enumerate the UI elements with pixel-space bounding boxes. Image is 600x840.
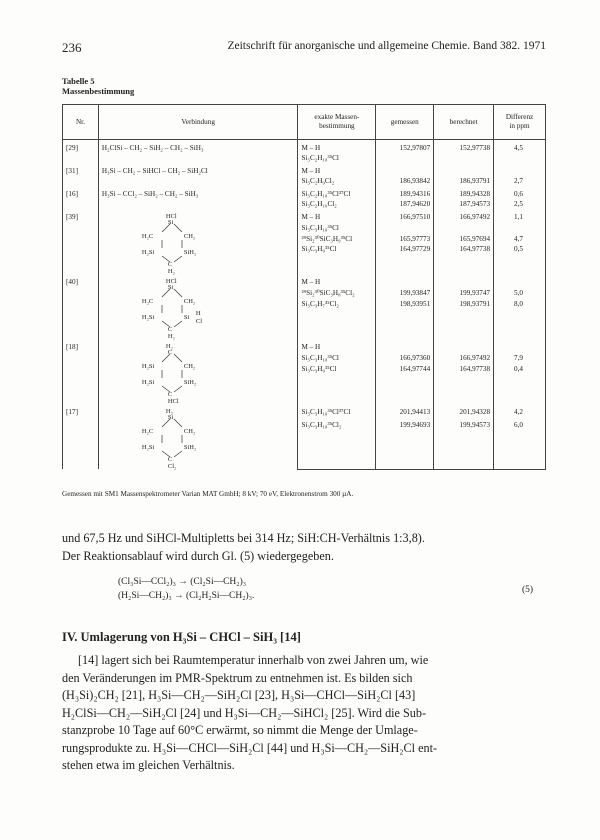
table-row [63, 209, 546, 223]
cell-exact-mass: Si₃C₂H₁₀³⁵Cl [298, 153, 376, 163]
table-row [63, 404, 546, 420]
paragraph-2-line: stehen etwa im gleichen Verhältnis. [62, 758, 235, 772]
cell-compound [98, 209, 298, 274]
ring-bottom-substituent: H₂ [167, 333, 175, 340]
cell-measured [376, 153, 434, 163]
cell-measured [376, 223, 434, 234]
cell-calculated: 187,94573 [434, 199, 494, 209]
ring-structure-s17 [140, 407, 220, 469]
ring-bonds [140, 212, 220, 274]
cell-nr: [31] [63, 163, 99, 186]
cell-nr: [40] [63, 274, 99, 339]
paragraph-2 [62, 652, 546, 775]
cell-calculated: 152,97738 [434, 140, 494, 154]
cell-calculated: 166,97492 [434, 209, 494, 223]
cell-calculated [434, 339, 494, 353]
ring-top-right-group: CH₂ [183, 298, 196, 305]
table-row [63, 274, 546, 288]
cell-measured: 199,94693 [376, 420, 434, 432]
col-header-difference: Differenz in ppm [494, 105, 546, 140]
cell-measured: 166,97360 [376, 353, 434, 364]
journal-running-head: Zeitschrift für anorganische und allgemeine Chemie. Band 382. 1971 [227, 40, 546, 52]
cell-measured: 165,97773 [376, 234, 434, 245]
ring-bottom-left-group: H₂Si [141, 444, 155, 451]
cell-compound [98, 339, 298, 404]
cell-exact-mass: M – H [298, 339, 376, 353]
paragraph-2-line: (H₃Si)₂CH₂ [21], H₃Si—CH₂—SiH₂Cl [23], H₃Si—CHCl—SiH₂Cl [43] [62, 688, 416, 702]
cell-difference: 7,9 [494, 353, 546, 364]
ring-top-atom: C [167, 349, 173, 356]
cell-nr: [39] [63, 209, 99, 274]
cell-measured: 199,93847 [376, 288, 434, 299]
cell-calculated: 198,93791 [434, 299, 494, 310]
ring-structure-s40 [140, 277, 220, 339]
cell-difference: 4,5 [494, 140, 546, 154]
cell-difference: 8,0 [494, 299, 546, 310]
ring-top-right-group: CH₂ [183, 363, 196, 370]
cell-difference: 0,5 [494, 244, 546, 255]
cell-difference [494, 274, 546, 288]
cell-exact-mass: Si₃C₃H₉³⁵Cl [298, 244, 376, 255]
bond-line [174, 321, 182, 327]
cell-measured: 164,97729 [376, 244, 434, 255]
cell-exact-mass: M – H [298, 274, 376, 288]
ring-bottom-left-group: H₂Si [141, 314, 155, 321]
cell-measured: 152,97807 [376, 140, 434, 154]
table-title: Massenbestimmung [62, 86, 135, 96]
cell-compound: H₃Si – CH₂ – SiHCl – CH₂ – SiH₂Cl [98, 163, 298, 186]
col-header-compound: Verbindung [98, 105, 298, 140]
cell-nr: [18] [63, 339, 99, 404]
cell-exact-mass: Si₃C₃H₇³⁵Cl₂ [298, 299, 376, 310]
cell-compound: H₃Si – CCl₂ – SiH₂ – CH₂ – SiH₃ [98, 186, 298, 209]
cell-exact-mass: Si₃C₃H₁₀³⁵Cl [298, 353, 376, 364]
cell-measured [376, 339, 434, 353]
paragraph-2-line: [14] lagert sich bei Raumtemperatur innerhalb von zwei Jahren um, wie [78, 653, 429, 667]
ring-top-right-group: CH₂ [183, 233, 196, 240]
cell-exact-mass: Si₃C₃H₁₀³⁵Cl³⁷Cl [298, 404, 376, 420]
cell-measured: 201,94413 [376, 404, 434, 420]
ring-bonds [140, 342, 220, 404]
ring-bottom-atom: C [167, 391, 173, 398]
paragraph-1-line-1: und 67,5 Hz und SiHCl-Multipletts bei 314 Hz; SiH:CH-Verhältnis 1:3,8). [62, 531, 425, 545]
cell-difference: 0,6 [494, 186, 546, 199]
ring-bottom-atom: C [167, 456, 173, 463]
cell-calculated: 189,94328 [434, 186, 494, 199]
bond-line [174, 419, 182, 427]
cell-calculated: 164,97738 [434, 364, 494, 375]
cell-measured: 186,93842 [376, 176, 434, 186]
paragraph-2-line: den Veränderungen im PMR-Spektrum zu entnehmen ist. Es bilden sich [62, 670, 413, 685]
ring-bottom-right-group: Si [183, 314, 190, 321]
cell-exact-mass: M – H [298, 163, 376, 176]
ring-bottom-right-group: SiH₂ [183, 249, 197, 256]
ring-bonds [140, 277, 220, 339]
cell-measured [376, 274, 434, 288]
cell-difference [494, 163, 546, 176]
bond-line [174, 386, 182, 392]
cell-difference [494, 339, 546, 353]
ring-right-h: H [195, 310, 201, 317]
paragraph-1 [62, 530, 546, 565]
ring-bottom-substituent: Cl₂ [167, 463, 177, 470]
cell-exact-mass: ²⁹Si₂³⁰SiC₃H₉³⁵Cl [298, 234, 376, 245]
cell-difference [494, 153, 546, 163]
bond-line [174, 354, 182, 362]
cell-calculated: 186,93791 [434, 176, 494, 186]
cell-compound [98, 404, 298, 469]
ring-structure-s39 [140, 212, 220, 274]
ring-right-cl: Cl [195, 318, 203, 325]
equation-line-2: (H₂Si—CH₂)₃ → (Cl₂H₂Si—CH₂)₃. [118, 591, 255, 601]
col-header-measured: gemessen [376, 105, 434, 140]
cell-calculated: 201,94328 [434, 404, 494, 420]
cell-calculated [434, 223, 494, 234]
ring-bottom-left-group: H₂Si [141, 379, 155, 386]
ring-top-left-group: H₂C [141, 298, 154, 305]
cell-exact-mass: M – H [298, 140, 376, 154]
page-number: 236 [62, 40, 82, 55]
cell-exact-mass: Si₃C₃H₁₀³⁵Cl [298, 223, 376, 234]
cell-difference: 4,7 [494, 234, 546, 245]
ring-top-left-group: H₂C [141, 233, 154, 240]
cell-measured [376, 163, 434, 176]
cell-calculated: 164,97738 [434, 244, 494, 255]
col-header-calculated: berechnet [434, 105, 494, 140]
bond-line [174, 289, 182, 297]
cell-difference: 2,5 [494, 199, 546, 209]
cell-difference: 5,0 [494, 288, 546, 299]
bond-line [174, 224, 182, 232]
ring-bottom-substituent: H₂ [167, 268, 175, 275]
ring-top-atom: Si [167, 414, 174, 421]
cell-measured: 189,94316 [376, 186, 434, 199]
cell-nr: [16] [63, 186, 99, 209]
paragraph-1-line-2: Der Reaktionsablauf wird durch Gl. (5) wiedergegeben. [62, 548, 334, 563]
cell-calculated [434, 153, 494, 163]
cell-difference: 1,1 [494, 209, 546, 223]
cell-compound [98, 274, 298, 339]
equation-number: (5) [522, 585, 534, 595]
cell-calculated [434, 274, 494, 288]
ring-bottom-substituent: HCl [167, 398, 179, 405]
ring-top-left-group: H₂C [141, 428, 154, 435]
table-row [63, 140, 546, 154]
cell-difference: 0,4 [494, 364, 546, 375]
cell-calculated: 199,94573 [434, 420, 494, 432]
cell-exact-mass: M – H [298, 209, 376, 223]
paragraph-2-line: stanzprobe 10 Tage auf 60°C erwärmt, so nimmt die Menge der Umlage- [62, 723, 418, 737]
cell-exact-mass: Si₃C₂H₁₀³⁵Cl³⁷Cl [298, 186, 376, 199]
mass-table [62, 104, 546, 470]
ring-bonds [140, 407, 220, 469]
ring-top-substituent: HCl [165, 213, 177, 220]
table-number: Tabelle 5 [62, 76, 95, 86]
cell-exact-mass: ²⁹Si₂³⁰SiC₃H₈³⁵Cl₂ [298, 288, 376, 299]
cell-calculated: 165,97694 [434, 234, 494, 245]
col-header-exact-mass: exakte Massen- bestimmung [298, 105, 376, 140]
paragraph-2-line: rungsprodukte zu. H₃Si—CHCl—SiH₂Cl [44] und H₃Si—CH₂—SiH₂Cl ent- [62, 740, 438, 755]
cell-nr: [17] [63, 404, 99, 469]
cell-difference: 6,0 [494, 420, 546, 432]
cell-calculated [434, 163, 494, 176]
cell-measured: 164,97744 [376, 364, 434, 375]
table-row [63, 186, 546, 199]
cell-measured: 166,97510 [376, 209, 434, 223]
ring-top-right-group: CH₂ [183, 428, 196, 435]
page-header [62, 40, 546, 58]
ring-top-substituent: HCl [165, 278, 177, 285]
bond-line [174, 451, 182, 457]
equation-line-1: (Cl₃Si—CCl₂)₃ → (Cl₂Si—CH₂)₃ [118, 577, 247, 587]
ring-top-substituent: H₂ [165, 343, 173, 350]
cell-measured: 187,94620 [376, 199, 434, 209]
col-header-nr: Nr. [63, 105, 99, 140]
cell-difference: 4,2 [494, 404, 546, 420]
table-footnote: Gemessen mit SM1 Massenspektrometer Varian MAT GmbH; 8 kV; 70 eV, Elektronenstrom 300 µA. [62, 490, 354, 498]
cell-calculated: 199,93747 [434, 288, 494, 299]
table-caption [62, 76, 134, 96]
table-row [63, 339, 546, 353]
ring-bottom-atom: C [167, 326, 173, 333]
ring-top-atom: Si [167, 219, 174, 226]
bond-line [174, 256, 182, 262]
cell-exact-mass: Si₃C₂H₁₀Cl₂ [298, 199, 376, 209]
cell-calculated: 166,97492 [434, 353, 494, 364]
cell-exact-mass: Si₃C₂H₉Cl₂ [298, 176, 376, 186]
cell-difference [494, 223, 546, 234]
cell-nr: [29] [63, 140, 99, 164]
cell-exact-mass: Si₃C₃H₁₀³⁵Cl₂ [298, 420, 376, 432]
ring-top-atom: Si [167, 284, 174, 291]
cell-measured: 198,93951 [376, 299, 434, 310]
ring-structure-s18 [140, 342, 220, 404]
equation-5 [118, 575, 254, 603]
paragraph-2-line: H₂ClSi—CH₂—SiH₂Cl [24] und H₃Si—CH₂—SiHCl₂ [25]. Wird die Sub- [62, 705, 427, 720]
table-row [63, 163, 546, 176]
ring-bottom-right-group: SiH₂ [183, 379, 197, 386]
ring-top-substituent: H₂ [165, 408, 173, 415]
cell-compound: H₂ClSi – CH₂ – SiH₂ – CH₂ – SiH₃ [98, 140, 298, 164]
ring-bottom-right-group: SiH₂ [183, 444, 197, 451]
table-header-row [63, 105, 546, 140]
ring-bottom-left-group: H₂Si [141, 249, 155, 256]
cell-difference: 2,7 [494, 176, 546, 186]
section-heading: IV. Umlagerung von H₃Si – CHCl – SiH₃ [14] [62, 630, 301, 644]
cell-exact-mass: Si₃C₃H₉³⁵Cl [298, 364, 376, 375]
ring-bottom-atom: C [167, 261, 173, 268]
ring-top-left-group: H₂Si [141, 363, 155, 370]
